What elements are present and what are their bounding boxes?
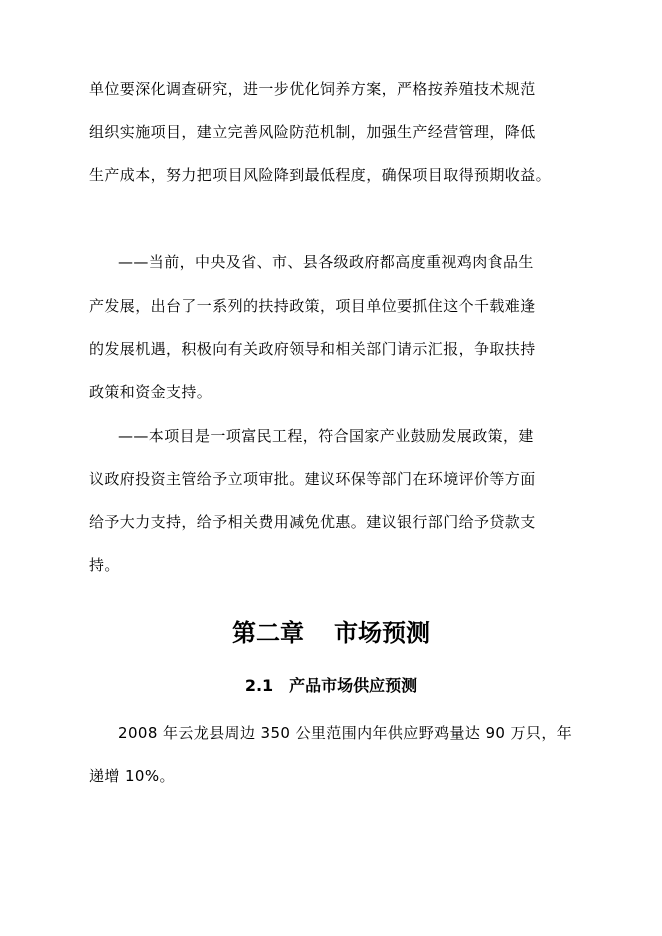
paragraph-2-line-2: 产发展，出台了一系列的扶持政策，项目单位要抓住这个千载难逢 xyxy=(89,297,536,315)
section-number: 2.1 xyxy=(244,676,274,695)
paragraph-3-line-2: 议政府投资主管给予立项审批。建议环保等部门在环境评价等方面 xyxy=(89,470,536,488)
paragraph-1-line-1: 单位要深化调查研究，进一步优化饲养方案，严格按养殖技术规范 xyxy=(89,80,536,98)
paragraph-3-line-3: 给予大力支持，给予相关费用减免优惠。建议银行部门给予贷款支 xyxy=(89,513,536,531)
paragraph-2-line-4: 政策和资金支持。 xyxy=(89,383,213,401)
paragraph-1-line-3: 生产成本，努力把项目风险降到最低程度，确保项目取得预期收益。 xyxy=(89,166,552,184)
section-heading xyxy=(0,676,662,696)
chapter-number: 第二章 xyxy=(232,618,304,647)
section-title: 产品市场供应预测 xyxy=(289,676,418,695)
paragraph-4-line-1: 2008 年云龙县周边 350 公里范围内年供应野鸡量达 90 万只，年 xyxy=(118,724,573,742)
paragraph-3-line-1: ——本项目是一项富民工程，符合国家产业鼓励发展政策，建 xyxy=(118,427,534,445)
paragraph-1-line-2: 组织实施项目，建立完善风险防范机制，加强生产经营管理，降低 xyxy=(89,123,536,141)
chapter-heading xyxy=(0,618,662,648)
paragraph-2-line-1: ——当前，中央及省、市、县各级政府都高度重视鸡肉食品生 xyxy=(118,253,534,271)
paragraph-2-line-3: 的发展机遇，积极向有关政府领导和相关部门请示汇报，争取扶持 xyxy=(89,340,536,358)
chapter-title: 市场预测 xyxy=(334,618,430,647)
paragraph-3-line-4: 持。 xyxy=(89,556,120,574)
paragraph-4-line-2: 递增 10%。 xyxy=(89,767,175,785)
